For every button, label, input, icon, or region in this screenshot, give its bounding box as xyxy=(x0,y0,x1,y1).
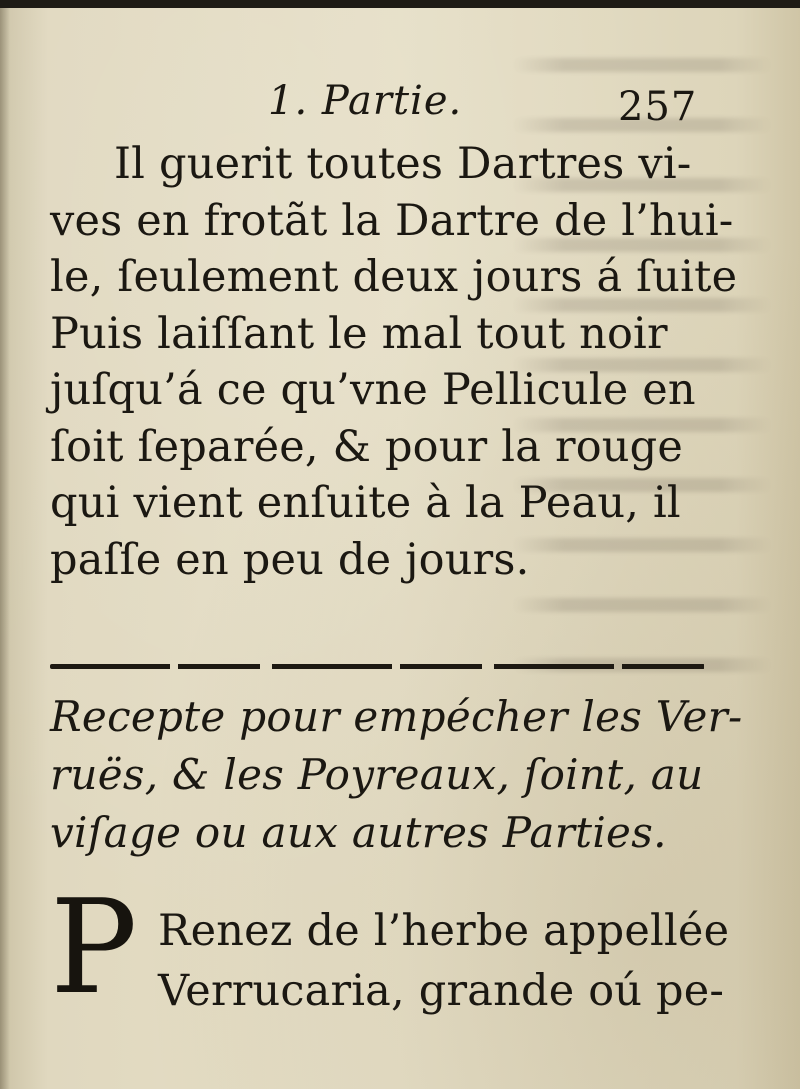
text-line: Verrucaria, grande oú pe- xyxy=(158,966,725,1016)
section-divider xyxy=(50,664,705,669)
text-line: ves en frotãt la Dartre de l’hui- xyxy=(50,195,734,246)
text-line: Renez de l’herbe appellée xyxy=(158,906,730,956)
page-number: 257 xyxy=(618,84,698,130)
main-paragraph xyxy=(50,136,738,588)
recipe-heading xyxy=(50,688,743,862)
text-line: ſoit ſeparée, & pour la rouge xyxy=(50,421,684,472)
text-line: qui vient enſuite à la Peau, il xyxy=(50,478,681,528)
heading-line: ruës, & les Poyreaux, ſoint, au xyxy=(50,750,704,799)
book-page xyxy=(0,8,800,1089)
running-head xyxy=(0,70,800,130)
recipe-text xyxy=(158,901,730,1021)
text-line: paſſe en peu de jours. xyxy=(50,534,530,585)
drop-cap: P xyxy=(50,871,138,1023)
text-line: Puis laiſſant le mal tout noir xyxy=(50,308,668,359)
text-line: juſqu’á ce qu’vne Pellicule en xyxy=(50,365,696,415)
text-line: le, ſeulement deux jours á ſuite xyxy=(50,252,738,302)
heading-line: viſage ou aux autres Parties. xyxy=(50,808,667,857)
section-title: 1. Partie. xyxy=(268,78,463,124)
text-line: Il guerit toutes Dartres vi- xyxy=(114,139,692,189)
heading-line: Recepte pour empécher les Ver- xyxy=(50,692,743,741)
